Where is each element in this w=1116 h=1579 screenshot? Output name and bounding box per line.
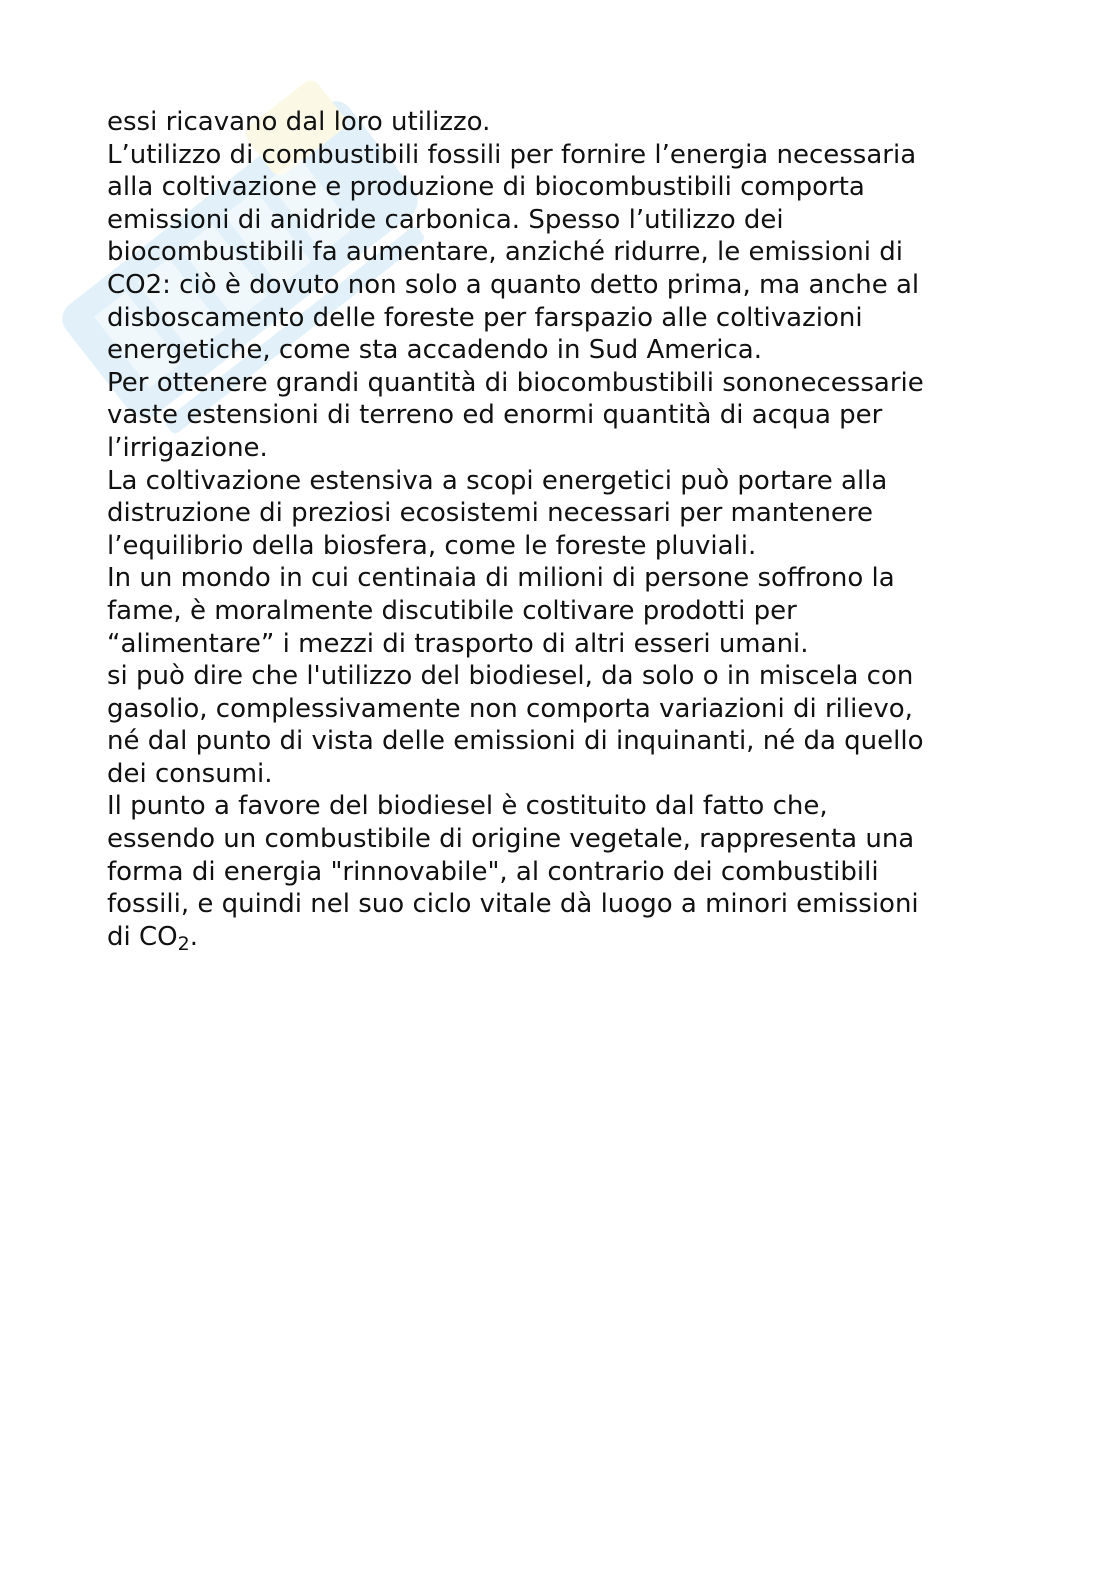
text-line: essi ricavano dal loro utilizzo. — [107, 107, 491, 137]
text-line: si può dire che l'utilizzo del biodiesel, da solo o in miscela con — [107, 661, 914, 692]
text-line: l’irrigazione. — [107, 432, 268, 463]
text-line: fossili, e quindi nel suo ciclo vitale dà luogo a minori emissioni — [107, 889, 919, 920]
text-line: Per ottenere grandi quantità di biocombustibili sononecessarie — [107, 367, 924, 398]
text-line: gasolio, complessivamente non comporta variazioni di rilievo, — [107, 693, 913, 724]
text-line: biocombustibili fa aumentare, anziché ridurre, le emissioni di — [107, 237, 903, 268]
co2-prefix: di CO — [107, 921, 178, 952]
text-line: forma di energia "rinnovabile", al contrario dei combustibili — [107, 856, 879, 887]
text-line: né dal punto di vista delle emissioni di inquinanti, né da quello — [107, 726, 924, 757]
text-line: In un mondo in cui centinaia di milioni di persone soffrono la — [107, 563, 895, 594]
co2-subscript: 2 — [177, 932, 190, 955]
text-line: CO2: ciò è dovuto non solo a quanto detto prima, ma anche al — [107, 269, 920, 300]
text-line: energetiche, come sta accadendo in Sud America. — [107, 335, 762, 366]
text-line: dei consumi. — [107, 758, 273, 789]
co2-suffix: . — [189, 921, 198, 952]
text-line: vaste estensioni di terreno ed enormi quantità di acqua per — [107, 400, 883, 431]
text-line-last — [107, 921, 1007, 954]
text-line: Il punto a favore del biodiesel è costituito dal fatto che, — [107, 791, 828, 822]
text-line: “alimentare” i mezzi di trasporto di altri esseri umani. — [107, 628, 809, 659]
text-line: distruzione di preziosi ecosistemi necessari per mantenere — [107, 498, 874, 529]
text-line: L’utilizzo di combustibili fossili per fornire l’energia necessaria — [107, 139, 917, 170]
document-body — [107, 106, 1007, 953]
text-line: fame, è moralmente discutibile coltivare prodotti per — [107, 595, 797, 626]
text-line: essendo un combustibile di origine vegetale, rappresenta una — [107, 824, 915, 855]
text-line: disboscamento delle foreste per farspazio alle coltivazioni — [107, 302, 863, 333]
text-line: emissioni di anidride carbonica. Spesso l’utilizzo dei — [107, 204, 784, 235]
text-line: l’equilibrio della biosfera, come le foreste pluviali. — [107, 530, 757, 561]
text-line: La coltivazione estensiva a scopi energetici può portare alla — [107, 465, 888, 496]
text-line: alla coltivazione e produzione di biocombustibili comporta — [107, 172, 865, 203]
